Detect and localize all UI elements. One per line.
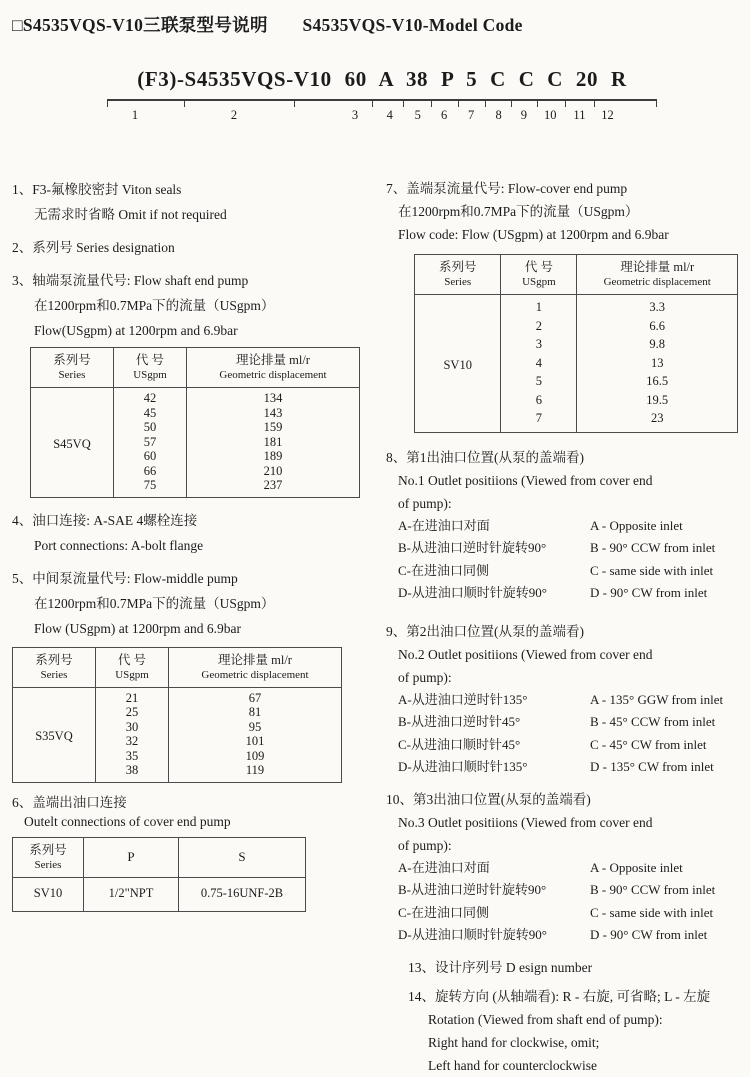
ruler-tick [403,101,404,107]
displacement-header-zh: 理论排量 ml/r [236,353,310,367]
ruler-tick [511,101,512,107]
disp-cell: 101 [169,734,342,749]
option-row [386,756,738,779]
code-position-11: 11 [573,108,586,122]
disp-cell: 210 [187,464,360,479]
code-cell: 42 [114,388,187,406]
item-3-line2: 在1200rpm和0.7MPa下的流量（USgpm） [34,298,275,313]
series-header [31,348,114,388]
series-header-en: Series [34,858,62,871]
option-zh: C-在进油口同侧 [398,562,490,578]
code-position-8: 8 [495,108,502,122]
displacement-header [187,348,360,388]
code-position-7: 7 [467,108,475,122]
series-cell: SV10 [443,357,472,372]
option-en: D - 135° CW from inlet [590,759,714,774]
code-header-en: USgpm [115,668,149,681]
disp-cell: 67 [169,687,342,705]
displacement-header [169,647,342,687]
displacement-header-en: Geometric displacement [219,369,327,381]
item-1 [12,177,374,227]
option-zh: A-从进油口逆时针135° [398,691,528,707]
series-header [13,837,84,877]
option-row [386,537,738,560]
item-14-line3: Right hand for clockwise, omit; [428,1034,600,1050]
option-row [386,734,738,757]
ruler-tick [107,101,108,107]
s-cell: 0.75-16UNF-2B [179,877,306,911]
code-header [501,255,577,295]
item-5-line3: Flow (USgpm) at 1200rpm and 6.9bar [34,620,241,636]
item-5-line2: 在1200rpm和0.7MPa下的流量（USgpm） [34,595,275,611]
option-en: C - same side with inlet [590,562,714,578]
code-cell: 45 [114,406,187,421]
disp-cell: 181 [187,435,360,450]
model-code: (F3)-S4535VQS-V10 60 A 38 P 5 C C C 20 R [137,67,627,91]
item-14-line2: Rotation (Viewed from shaft end of pump): [428,1011,663,1027]
option-en: B - 45° CCW from inlet [590,714,716,729]
content-columns [12,177,738,1077]
p-header: P [84,837,179,877]
displacement-header-en: Geometric displacement [603,276,711,288]
disp-cell: 119 [169,763,342,782]
ruler-tick [594,101,595,107]
disp-cell: 109 [169,749,342,764]
item-14-heading: 14、旋转方向 (从轴端看): R - 右旋, 可省略; L - 左旋 [408,988,711,1004]
item-1-heading: 1、F3-氟橡胶密封 Viton seals [12,182,182,197]
series-header-zh: 系列号 [438,260,477,274]
disp-cell: 16.5 [577,372,738,391]
cover-connection-table [12,837,306,912]
item-7 [386,177,738,246]
table-header-row [13,647,342,687]
code-ruler [107,99,657,129]
item-13-heading: 13、设计序列号 D esign number [408,959,593,975]
option-zh: B-从进油口逆时针旋转90° [398,882,547,897]
item-8-heading: 8、第1出油口位置(从泵的盖端看) [386,449,584,465]
code-cell: 32 [96,734,169,749]
item-10-line2: No.3 Outlet positiions (Viewed from cover end [398,814,653,830]
ruler-tick [184,101,185,107]
displacement-header-zh: 理论排量 ml/r [218,652,292,667]
option-row [386,924,738,947]
option-zh: A-在进油口对面 [398,517,490,533]
option-en: D - 90° CW from inlet [590,927,708,942]
option-row [386,857,738,880]
series-cell: SV10 [33,886,63,900]
code-position-9: 9 [520,108,528,122]
item-8-line2: No.1 Outlet positiions (Viewed from cover end [398,472,653,488]
option-zh: C-从进油口顺时针45° [398,736,521,752]
code-header-zh: 代 号 [135,353,165,367]
code-header-en: USgpm [522,276,556,288]
s-header: S [179,837,306,877]
code-position-10: 10 [544,108,557,122]
disp-cell: 237 [187,478,360,497]
item-4-heading: 4、油口连接: A-SAE 4螺栓连接 [12,512,198,528]
code-cell: 4 [501,354,577,373]
item-6-line2: Outelt connections of cover end pump [24,813,231,829]
table-row [31,388,360,406]
option-zh: D-从进油口顺时针旋转90° [398,585,547,600]
item-8-line3: of pump): [398,495,452,511]
option-row [386,582,738,605]
disp-cell: 9.8 [577,335,738,354]
p-cell: 1/2"NPT [84,877,179,911]
series-header [13,647,96,687]
item-9-line2: No.2 Outlet positiions (Viewed from cover end [398,646,653,662]
item-14 [386,985,738,1077]
series-header [415,255,501,295]
series-header-en: Series [58,369,86,381]
option-en: C - same side with inlet [590,904,714,920]
disp-cell: 81 [169,705,342,720]
code-position-2: 2 [230,108,238,122]
code-cell: 50 [114,420,187,435]
disp-cell: 95 [169,720,342,735]
item-3 [12,268,374,343]
option-row [386,879,738,902]
option-en: A - Opposite inlet [590,859,683,875]
code-cell: 5 [501,372,577,391]
ruler-tick [458,101,459,107]
code-cell: 30 [96,720,169,735]
option-en: A - Opposite inlet [590,517,683,533]
series-cell: S45VQ [53,436,91,451]
ruler-tick [431,101,432,107]
code-cell: 25 [96,705,169,720]
item-3-line3: Flow(USgpm) at 1200rpm and 6.9bar [34,323,238,338]
shaft-flow-table [30,347,360,498]
disp-cell: 159 [187,420,360,435]
option-row [386,711,738,734]
item-14-line4: Left hand for counterclockwise [428,1057,598,1073]
title-zh: □S4535VQS-V10三联泵型号说明 [12,15,268,35]
option-row [386,902,738,925]
item-7-line2: 在1200rpm和0.7MPa下的流量（USgpm） [398,204,639,219]
option-en: A - 135° GGW from inlet [590,691,724,707]
table-row [415,295,738,317]
displacement-header-en: Geometric displacement [201,668,309,681]
series-cell: S35VQ [35,728,73,743]
disp-cell: 13 [577,354,738,373]
item-2-heading: 2、系列号 Series designation [12,240,175,255]
disp-cell: 189 [187,449,360,464]
series-header-zh: 系列号 [53,353,91,367]
item-1-note: 无需求时省略 Omit if not required [34,207,227,222]
ruler-tick [372,101,373,107]
ruler-tick [485,101,486,107]
disp-cell: 3.3 [577,295,738,317]
item-10 [386,788,738,947]
option-row [386,689,738,712]
table-header-row [31,348,360,388]
code-position-1: 1 [131,108,139,122]
code-position-3: 3 [351,108,359,122]
code-header-zh: 代 号 [117,652,147,667]
series-header-en: Series [40,668,68,681]
item-4 [12,508,374,558]
code-header [96,647,169,687]
code-cell: 38 [96,763,169,782]
right-column [374,177,738,1077]
item-10-line3: of pump): [398,837,452,853]
item-4-line2: Port connections: A-bolt flange [34,537,204,553]
item-3-heading: 3、轴端泵流量代号: Flow shaft end pump [12,273,249,288]
table-header-row [415,255,738,295]
ruler-tick [537,101,538,107]
item-6 [12,793,374,831]
displacement-header-zh: 理论排量 ml/r [620,260,695,274]
disp-cell: 19.5 [577,391,738,410]
option-en: B - 90° CCW from inlet [590,540,716,555]
code-position-6: 6 [441,108,448,122]
middle-flow-table [12,647,342,783]
disp-cell: 143 [187,406,360,421]
title-en: S4535VQS-V10-Model Code [302,15,523,35]
cover-flow-table [414,254,738,433]
item-6-heading: 6、盖端出油口连接 [12,794,127,810]
left-column [12,177,374,912]
code-cell: 66 [114,464,187,479]
code-cell: 7 [501,409,577,432]
option-zh: B-从进油口逆时针45° [398,714,521,729]
series-header-zh: 系列号 [29,842,67,857]
ruler-tick [565,101,566,107]
option-en: D - 90° CW from inlet [590,585,708,600]
option-row [386,515,738,538]
disp-cell: 23 [577,409,738,432]
code-cell: 35 [96,749,169,764]
item-5 [12,566,374,641]
code-cell: 2 [501,317,577,336]
item-8 [386,446,738,605]
code-cell: 3 [501,335,577,354]
option-zh: D-从进油口顺时针旋转90° [398,927,547,942]
option-zh: A-在进油口对面 [398,859,490,875]
code-header-en: USgpm [133,369,167,381]
item-2 [12,235,374,260]
model-code-block [107,67,657,129]
option-zh: D-从进油口顺时针135° [398,759,528,774]
code-cell: 1 [501,295,577,317]
item-7-line3: Flow code: Flow (USgpm) at 1200rpm and 6.9bar [398,227,669,242]
table-header-row [13,837,306,877]
option-row [386,560,738,583]
item-9-heading: 9、第2出油口位置(从泵的盖端看) [386,623,584,639]
page-title [12,12,738,37]
item-13 [386,956,738,979]
code-header [114,348,187,388]
ruler-tick [656,101,657,107]
displacement-header [577,255,738,295]
code-cell: 75 [114,478,187,497]
option-zh: B-从进油口逆时针旋转90° [398,540,547,555]
code-cell: 21 [96,687,169,705]
item-7-heading: 7、盖端泵流量代号: Flow-cover end pump [386,181,628,196]
code-header-zh: 代 号 [524,260,553,274]
code-position-5: 5 [414,108,421,122]
code-cell: 60 [114,449,187,464]
code-position-4: 4 [386,108,393,122]
table-row [13,687,342,705]
series-header-zh: 系列号 [35,652,73,667]
disp-cell: 6.6 [577,317,738,336]
disp-cell: 134 [187,388,360,406]
code-cell: 6 [501,391,577,410]
ruler-tick [294,101,295,107]
option-en: C - 45° CW from inlet [590,736,707,752]
item-9 [386,620,738,779]
item-5-heading: 5、中间泵流量代号: Flow-middle pump [12,570,238,586]
series-header-en: Series [444,276,472,288]
item-10-heading: 10、第3出油口位置(从泵的盖端看) [386,791,591,807]
code-position-12: 12 [601,108,614,122]
table-row [13,877,306,911]
code-cell: 57 [114,435,187,450]
item-9-line3: of pump): [398,669,452,685]
option-zh: C-在进油口同侧 [398,904,490,920]
option-en: B - 90° CCW from inlet [590,882,716,897]
